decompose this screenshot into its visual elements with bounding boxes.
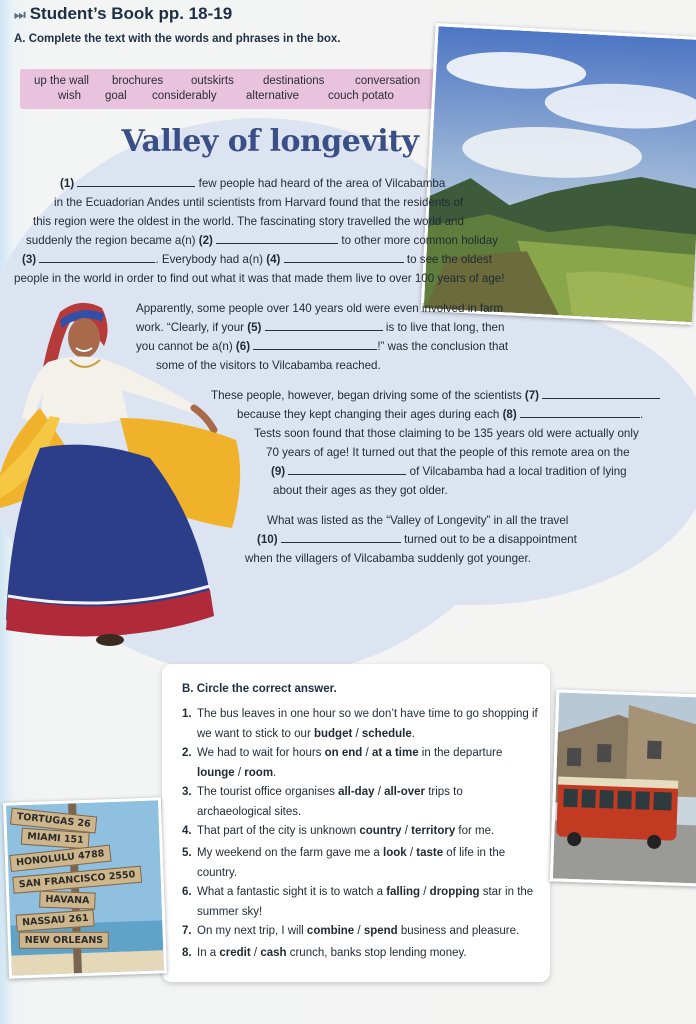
question-number: 6. [182, 886, 192, 898]
word-item: outskirts [191, 75, 234, 87]
answer-option[interactable]: combine [306, 925, 355, 937]
question-text [197, 883, 538, 922]
gap-number: (1) [60, 177, 75, 190]
answer-option[interactable]: all-day [338, 786, 375, 798]
question-text-part: . [411, 727, 415, 740]
question-text-part: On my next trip, I will [197, 925, 307, 937]
answer-option[interactable]: dropping [429, 886, 480, 898]
question-text-part: / [250, 947, 261, 959]
question-text [197, 944, 538, 964]
answer-option[interactable]: lounge [197, 766, 235, 779]
gap-9-blank[interactable] [288, 463, 406, 475]
answer-option[interactable]: falling [386, 886, 421, 898]
question-number: 7. [182, 925, 192, 937]
word-box [20, 69, 442, 109]
text-line-19: when the villagers of Vilcabamba suddenly got younger. [245, 552, 531, 565]
question-text-part: business and pleasure. [397, 925, 520, 937]
gap-number: (9) [271, 465, 286, 478]
answer-option[interactable]: budget [313, 727, 353, 740]
question-text-part: / [352, 727, 362, 740]
question-number: 2. [182, 747, 192, 759]
question-number: 4. [182, 825, 192, 837]
word-item: brochures [112, 75, 164, 87]
answer-option[interactable]: at a time [371, 747, 419, 759]
header-title: Student’s Book pp. 18-19 [29, 4, 233, 23]
question-text-part: / [354, 925, 364, 937]
answer-option[interactable]: credit [219, 947, 251, 959]
text-line-15: (9) of Vilcabamba had a local tradition of lying [271, 465, 627, 478]
gap-number: (8) [502, 408, 517, 421]
text-line-3: this region were the oldest in the world. The fascinating story travelled the world and [33, 215, 464, 228]
question-item [182, 944, 538, 964]
question-text-part: That part of the city is unknown [197, 825, 360, 837]
text-line-13: Tests soon found that those claiming to be 135 years old were actually only [254, 427, 639, 440]
section-b-instruction: B. Circle the correct answer. [182, 683, 337, 695]
question-text-part: My weekend on the farm gave me a [197, 847, 384, 859]
question-text-part: crunch, banks stop lending money. [286, 947, 467, 959]
gap-8-blank[interactable] [520, 406, 640, 418]
answer-option[interactable]: on end [324, 747, 363, 759]
question-text-part: In a [197, 947, 220, 959]
question-text [197, 744, 538, 783]
question-text [197, 822, 538, 842]
text-line-14: 70 years of age! It turned out that the people of this remote area on the [266, 446, 630, 459]
text-line-10: some of the visitors to Vilcabamba reached. [156, 359, 381, 372]
section-a-instruction: A. Complete the text with the words and phrases in the box. [14, 33, 341, 45]
gap-4-blank[interactable] [284, 251, 404, 263]
question-text-part: of life in the country. [197, 847, 506, 879]
text-line-9: you cannot be a(n) (6) !” was the conclusion that [136, 340, 509, 353]
text-line-6: people in the world in order to find out what it was that made them live to over 100 years of age! [14, 272, 505, 285]
question-text-part: / [234, 766, 245, 779]
text-line-2: in the Ecuadorian Andes until scientists from Harvard found that the residents of [54, 196, 464, 209]
question-item [182, 844, 538, 883]
question-text-part: / [401, 825, 412, 837]
text-line-8: work. “Clearly, if your (5) is to live that long, then [136, 321, 505, 334]
answer-option[interactable]: look [383, 847, 407, 859]
gap-number: (10) [257, 533, 278, 546]
question-text-part: . [273, 766, 277, 779]
text-line-1: (1) few people had heard of the area of Vilcabamba [60, 177, 446, 190]
gap-2-blank[interactable] [216, 232, 338, 244]
question-text-part: in the departure [418, 747, 503, 759]
sign-board: NASSAU 261 [16, 909, 95, 931]
sign-board: TORTUGAS 26 [10, 808, 97, 834]
question-item [182, 783, 538, 822]
sign-board: MIAMI 151 [21, 828, 90, 850]
text-line-4: suddenly the region became a(n) (2) to other more common holiday [26, 234, 498, 247]
answer-option[interactable]: all-over [384, 786, 426, 798]
trolley-bus-photo [550, 689, 696, 886]
question-text-part: The bus leaves in one hour so we don’t have time to go shopping if we want to stick to our [197, 708, 538, 740]
text-line-16: about their ages as they got older. [273, 484, 448, 497]
question-text-part: / [420, 886, 430, 898]
text-line-12: because they kept changing their ages during each (8) . [237, 408, 644, 421]
text-line-11: These people, however, began driving some of the scientists (7) [211, 386, 660, 405]
question-text-part: for me. [455, 825, 495, 837]
gap-5-blank[interactable] [265, 319, 383, 331]
question-number: 5. [182, 847, 192, 859]
question-text-part: star in the summer sky! [197, 886, 534, 918]
question-text-part: trips to archaeological sites. [197, 786, 463, 818]
answer-option[interactable]: spend [363, 925, 398, 937]
question-item [182, 822, 538, 842]
question-text-part: / [406, 847, 417, 859]
word-item: couch potato [328, 90, 394, 102]
answer-option[interactable]: territory [411, 825, 456, 837]
answer-option[interactable]: taste [416, 847, 444, 859]
gap-number: (4) [266, 253, 281, 266]
answer-option[interactable]: schedule [361, 727, 412, 740]
gap-1-blank[interactable] [77, 175, 195, 187]
question-text [197, 705, 538, 744]
sign-board: HONOLULU 4788 [9, 845, 111, 872]
sign-board: NEW ORLEANS [19, 932, 109, 949]
word-item: conversation [355, 75, 421, 87]
question-text [197, 922, 538, 942]
question-item [182, 922, 538, 942]
word-item: alternative [246, 90, 300, 102]
word-item: up the wall [34, 75, 89, 87]
gap-number: (2) [198, 234, 213, 247]
word-item: wish [58, 90, 82, 102]
gap-7-blank[interactable] [542, 387, 660, 399]
text-line-18: (10) turned out to be a disappointment [257, 533, 577, 546]
answer-option[interactable]: cash [260, 947, 287, 959]
gap-number: (7) [524, 389, 540, 402]
gap-6-blank[interactable] [253, 338, 377, 350]
question-item [182, 744, 538, 783]
page-header [14, 4, 232, 24]
question-text-part: / [374, 786, 385, 798]
gap-10-blank[interactable] [281, 531, 401, 543]
fast-forward-icon: ⏭ [14, 7, 26, 22]
question-number: 3. [182, 786, 192, 798]
question-number: 1. [182, 708, 192, 720]
dancer-woman-photo [0, 298, 245, 653]
question-number: 8. [182, 947, 192, 959]
word-item: considerably [152, 90, 217, 102]
signpost-photo [3, 797, 167, 978]
text-line-5: (3) . Everybody had a(n) (4) to see the oldest [22, 253, 492, 266]
answer-option[interactable]: room [244, 766, 274, 779]
question-text-part: What a fantastic sight it is to watch a [197, 886, 387, 898]
answer-option[interactable]: country [359, 825, 402, 837]
question-text [197, 783, 538, 822]
question-text-part: / [362, 747, 372, 759]
article-title: Valley of longevity [121, 124, 419, 159]
text-line-7: Apparently, some people over 140 years old were even involved in farm [136, 302, 504, 315]
trolley-illustration [553, 692, 696, 883]
question-text [197, 844, 538, 883]
sign-board: HAVANA [39, 891, 96, 910]
sign-board: SAN FRANCISCO 2550 [12, 866, 142, 894]
question-item [182, 705, 538, 744]
question-text-part: The tourist office organises [197, 786, 339, 798]
question-item [182, 883, 538, 922]
question-text-part: We had to wait for hours [197, 747, 325, 759]
sign-list [6, 800, 164, 975]
gap-number: (5) [247, 321, 262, 334]
word-item: destinations [263, 75, 325, 87]
gap-3-blank[interactable] [39, 251, 155, 263]
gap-number: (3) [22, 253, 37, 266]
word-item: goal [105, 90, 127, 102]
text-line-17: What was listed as the “Valley of Longevity” in all the travel [267, 514, 569, 527]
gap-number: (6) [235, 340, 251, 353]
